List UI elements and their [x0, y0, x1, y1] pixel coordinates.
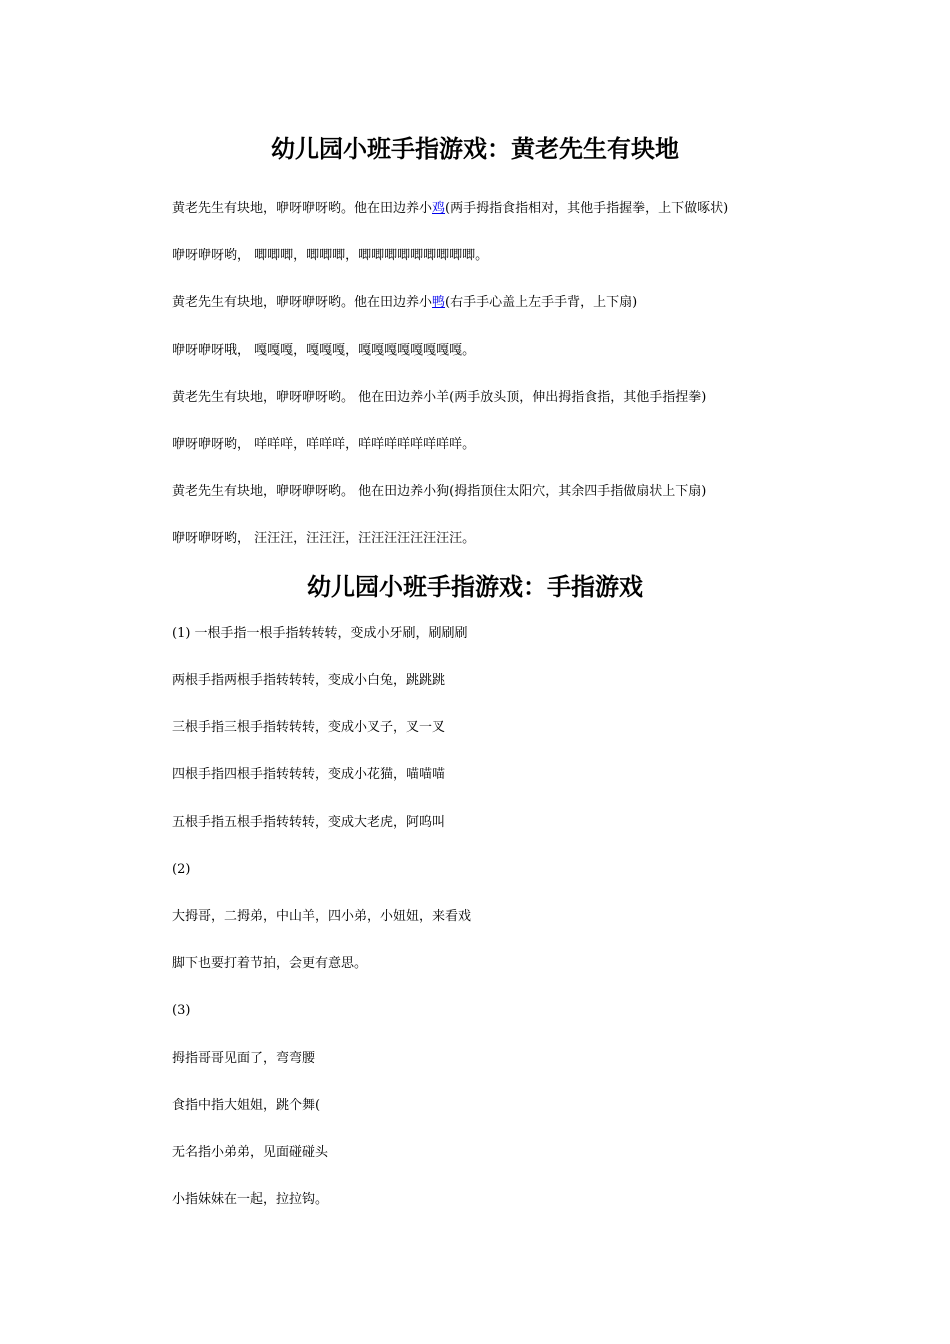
section2-line-7: 大拇哥，二拇弟，中山羊，四小弟，小妞妞，来看戏: [172, 909, 472, 924]
section1-line-6: 咿呀咿呀哟， 咩咩咩，咩咩咩，咩咩咩咩咩咩咩咩。: [172, 437, 476, 452]
section1-line-4: 咿呀咿呀哦， 嘎嘎嘎，嘎嘎嘎，嘎嘎嘎嘎嘎嘎嘎嘎。: [172, 343, 476, 358]
section1-line-3: [172, 294, 637, 312]
section2-line-12: 无名指小弟弟，见面碰碰头: [172, 1145, 329, 1160]
section1-line-7: 黄老先生有块地，咿呀咿呀哟。 他在田边养小狗(拇指顶住太阳穴，其余四手指做扇状上下扇): [172, 484, 707, 499]
section1-line-2: 咿呀咿呀哟， 唧唧唧，唧唧唧，唧唧唧唧唧唧唧唧唧。: [172, 248, 489, 263]
line-text: (右手手心盖上左手手背，上下扇): [445, 295, 638, 310]
line-text: (两手拇指食指相对，其他手指握拳，上下做啄状): [445, 201, 729, 216]
section2-line-4: 四根手指四根手指转转转，变成小花猫，喵喵喵: [172, 767, 446, 782]
section2-line-3: 三根手指三根手指转转转，变成小叉子，叉一叉: [172, 720, 446, 735]
section2-line-9: (3): [172, 1003, 191, 1018]
section1-line-1: [172, 200, 728, 218]
section2-line-13: 小指妹妹在一起，拉拉钩。: [172, 1192, 329, 1207]
section1-line-8: 咿呀咿呀哟， 汪汪汪，汪汪汪，汪汪汪汪汪汪汪汪。: [172, 531, 476, 546]
line-text: 黄老先生有块地，咿呀咿呀哟。他在田边养小: [172, 201, 433, 216]
section2-line-5: 五根手指五根手指转转转，变成大老虎，阿呜叫: [172, 815, 446, 830]
section1-line-5: 黄老先生有块地，咿呀咿呀哟。 他在田边养小羊(两手放头顶，伸出拇指食指，其他手指捏拳): [172, 390, 707, 405]
duck-link[interactable]: 鸭: [432, 295, 446, 310]
section2-line-6: (2): [172, 862, 191, 877]
section2-line-2: 两根手指两根手指转转转，变成小白兔，跳跳跳: [172, 673, 446, 688]
chicken-link[interactable]: 鸡: [432, 201, 446, 216]
section2-title: 幼儿园小班手指游戏：手指游戏: [307, 572, 643, 601]
section2-line-8: 脚下也要打着节拍，会更有意思。: [172, 956, 368, 971]
section2-line-11: 食指中指大姐姐，跳个舞(: [172, 1098, 321, 1113]
section1-title: 幼儿园小班手指游戏：黄老先生有块地: [271, 134, 679, 163]
section2-line-1: (1) 一根手指一根手指转转转，变成小牙刷，刷刷刷: [172, 626, 468, 641]
line-text: 黄老先生有块地，咿呀咿呀哟。他在田边养小: [172, 295, 433, 310]
section2-line-10: 拇指哥哥见面了，弯弯腰: [172, 1051, 316, 1066]
